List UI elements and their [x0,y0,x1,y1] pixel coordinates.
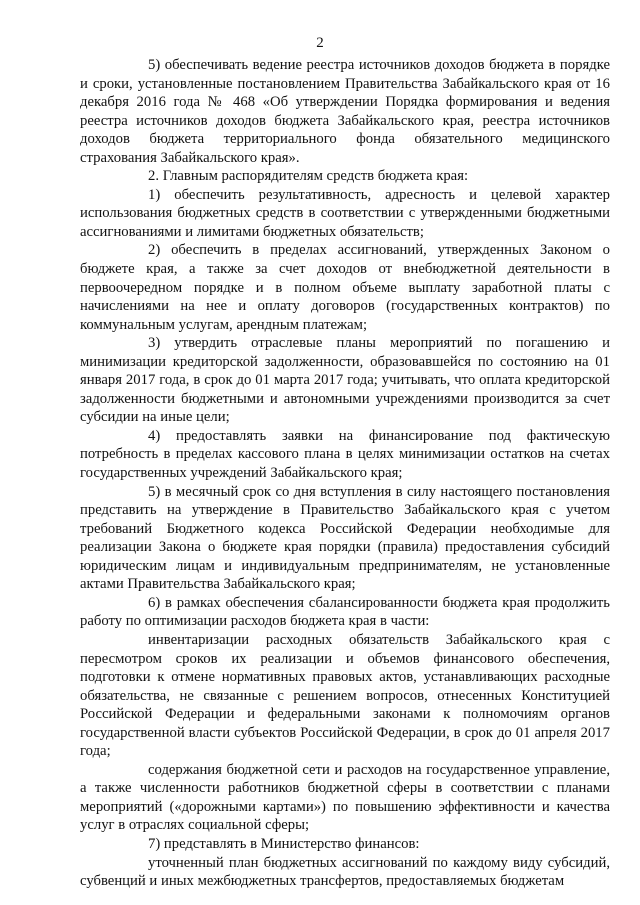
paragraph-reestr-dohodov: 5) обеспечивать ведение реестра источников доходов бюджета в порядке и сроки, установленные постановлением Правительства Забайкальского края от 16 декабря 2016 года № 468 «Об утверждении Порядка формирования и ведения реестра источников доходов бюджета Забайкальского края, реестра источников доходов бюджета территориального фонда обязательного медицинского страхования Забайкальского края». [80,57,610,166]
paragraph-item-4: 4) предоставлять заявки на финансирование под фактическую потребность в пределах кассового плана в целях минимизации остатков на счетах государственных учреждений Забайкальского края; [80,427,610,482]
page-number: 2 [316,35,324,51]
paragraph-item-1: 1) обеспечить результативность, адресность и целевой характер использования бюджетных средств в соответствии с утвержденными бюджетными ассигнованиями и лимитами бюджетных обязательств; [80,186,610,240]
paragraph-item-7-plan: уточненный план бюджетных ассигнований по каждому виду субсидий, субвенций и иных межбюджетных трансфертов, предоставляемых бюджетам [80,854,610,890]
paragraph-item-3: 3) утвердить отраслевые планы мероприятий по погашению и минимизации кредиторской задолженности, образовавшейся по состоянию на 01 января 2017 года, в срок до 01 марта 2017 года; учитывать, что оплата кредиторской задолженности бюджетными и автономными учреждениями производится за счет субсидии на иные цели; [80,335,610,426]
document-body [80,56,610,891]
paragraph-item-5: 5) в месячный срок со дня вступления в силу настоящего постановления представить на утверждение в Правительство Забайкальского края с учетом требований Бюджетного кодекса Российской Федерации необходимые для реализации Закона о бюджете края порядки (правила) предоставления субсидий юридическим лицам и индивидуальным предпринимателям, не установленные актами Правительства Забайкальского края; [80,483,610,593]
paragraph-item-2: 2) обеспечить в пределах ассигнований, утвержденных Законом о бюджете края, а также за счет доходов от внебюджетной деятельности в первоочередном порядке и в полном объеме выплату заработной платы с начислениями на нее и оплату договоров (государственных контрактов) по коммунальным услугам, арендным платежам; [80,242,610,333]
paragraph-item-7: 7) представлять в Министерство финансов: [148,835,420,852]
paragraph-item-6-soderzhanie: содержания бюджетной сети и расходов на государственное управление, а также численности работников бюджетной сферы в соответствии с планами мероприятий («дорожными картами») по повышению эффективности и качества услуг в отраслях социальной сферы; [80,761,610,834]
paragraph-item-6: 6) в рамках обеспечения сбалансированности бюджета края продолжить работу по оптимизации расходов бюджета края в части: [80,594,610,630]
paragraph-item-6-inventarizatsiya: инвентаризации расходных обязательств Забайкальского края с пересмотром сроков их реализации и объемов финансового обеспечения, подготовки к отмене нормативных правовых актов, устанавливающих расходные обязательства, не связанные с решением вопросов, отнесенных Конституцией Российской Федерации и федеральными законами к полномочиям органов государственной власти субъектов Российской Федерации, в срок до 01 апреля 2017 года; [80,631,610,760]
paragraph-heading-glavnym-rasporyaditelyam: 2. Главным распорядителям средств бюджета края: [148,168,469,185]
